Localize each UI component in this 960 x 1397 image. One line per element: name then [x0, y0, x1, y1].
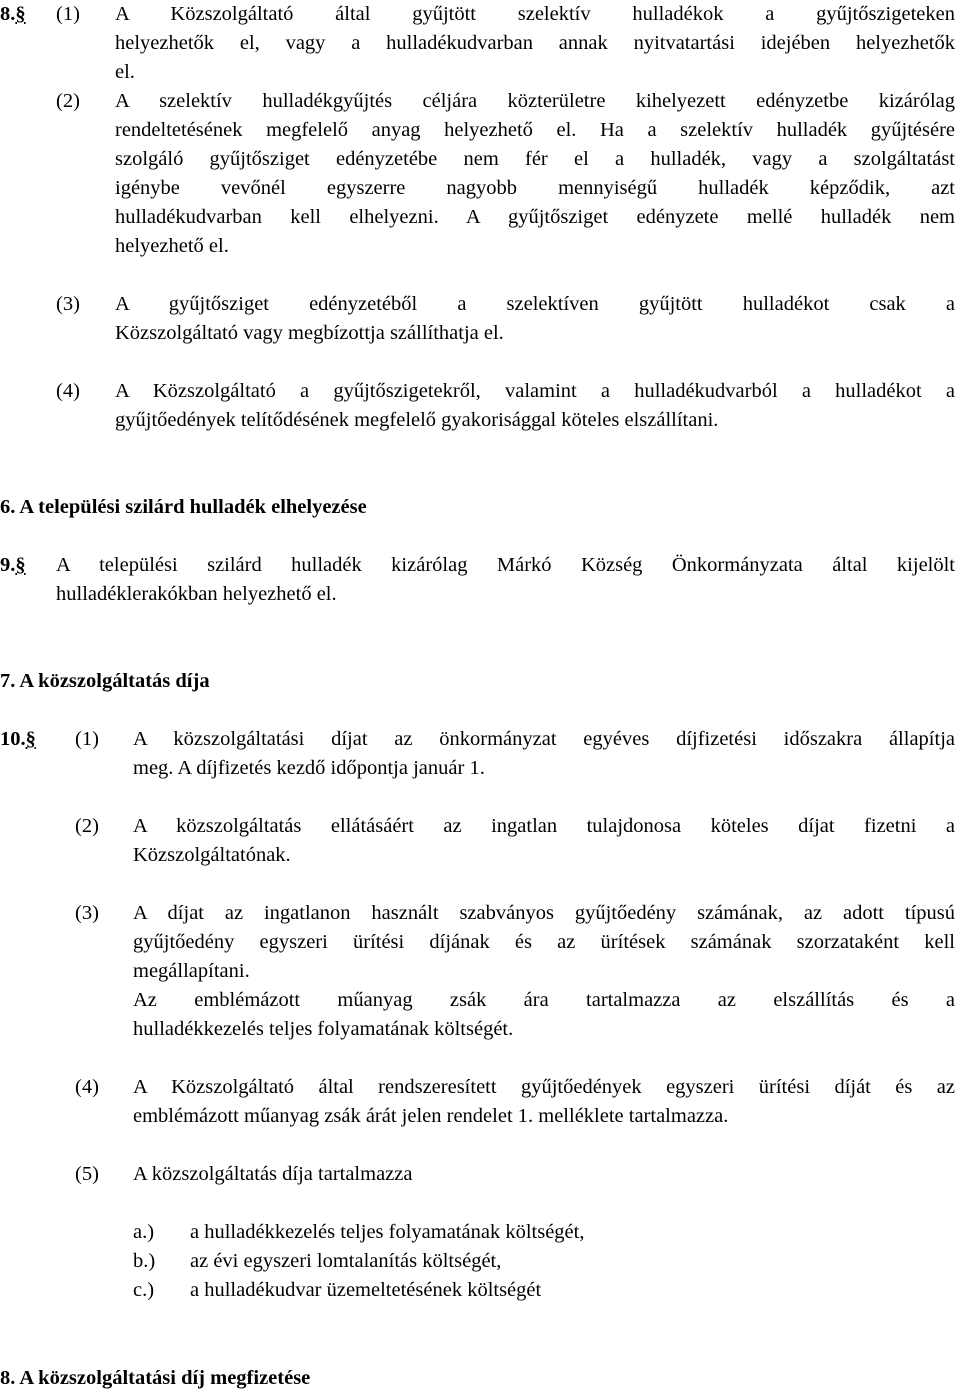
- text-line: A díjat az ingatlanon használt szabványos gyűjtőedény számának, az adott típusú: [133, 902, 955, 924]
- paragraph-number: 9.§: [0, 554, 26, 576]
- item-label: (3): [75, 902, 99, 924]
- item-label: (2): [56, 90, 80, 112]
- paragraph-number: 10.§: [0, 728, 36, 750]
- text-line: Közszolgáltató vagy megbízottja szállíthatja el.: [115, 322, 504, 344]
- text-line: hulladékkezelés teljes folyamatának költségét.: [133, 1018, 514, 1040]
- text-line: igénybe vevőnél egyszerre nagyobb mennyiségű hulladék képződik, azt: [115, 177, 955, 199]
- text-line: helyezhető el.: [115, 235, 229, 257]
- sub-item-label: a.): [133, 1221, 155, 1243]
- paragraph-number: 8.§: [0, 3, 26, 25]
- text-line: A közszolgáltatás díja tartalmazza: [133, 1163, 413, 1185]
- text-line: A gyűjtősziget edényzetéből a szelektíven gyűjtött hulladékot csak a: [115, 293, 955, 315]
- section-heading-8: 8. A közszolgáltatási díj megfizetése: [0, 1367, 311, 1389]
- item-label: (2): [75, 815, 99, 837]
- text-line: el.: [115, 61, 135, 83]
- text-line: A Közszolgáltató a gyűjtőszigetekről, valamint a hulladékudvarból a hulladékot a: [115, 380, 955, 402]
- text-line: gyűjtőedény egyszeri ürítési díjának és az ürítések számának szorzataként kell: [133, 931, 955, 953]
- section-heading-7: 7. A közszolgáltatás díja: [0, 670, 210, 692]
- sub-item-text: a hulladékkezelés teljes folyamatának költségét,: [190, 1221, 585, 1243]
- text-line: megállapítani.: [133, 960, 250, 982]
- section-heading-6: 6. A települési szilárd hulladék elhelyezése: [0, 496, 367, 518]
- sub-item-label: c.): [133, 1279, 155, 1301]
- item-label: (1): [75, 728, 99, 750]
- text-line: A Közszolgáltató által gyűjtött szelektív hulladékok a gyűjtőszigeteken: [115, 3, 955, 25]
- text-line: A közszolgáltatás ellátásáért az ingatlan tulajdonosa köteles díjat fizetni a: [133, 815, 955, 837]
- text-line: A közszolgáltatási díjat az önkormányzat egyéves díjfizetési időszakra állapítja: [133, 728, 955, 750]
- item-label: (4): [56, 380, 80, 402]
- sub-item-text: az évi egyszeri lomtalanítás költségét,: [190, 1250, 502, 1272]
- text-line: szolgáló gyűjtősziget edényzetébe nem fér el a hulladék, vagy a szolgáltatást: [115, 148, 955, 170]
- text-line: A Közszolgáltató által rendszeresített gyűjtőedények egyszeri ürítési díját és az: [133, 1076, 955, 1098]
- sub-item-text: a hulladékudvar üzemeltetésének költségét: [190, 1279, 542, 1301]
- item-label: (3): [56, 293, 80, 315]
- text-line: helyezhetők el, vagy a hulladékudvarban annak nyitvatartási idejében helyezhetők: [115, 32, 955, 54]
- text-line: emblémázott műanyag zsák árát jelen rendelet 1. melléklete tartalmazza.: [133, 1105, 729, 1127]
- text-line: hulladéklerakókban helyezhető el.: [56, 583, 337, 605]
- text-line: hulladékudvarban kell elhelyezni. A gyűjtősziget edényzete mellé hulladék nem: [115, 206, 955, 228]
- item-label: (1): [56, 3, 80, 25]
- text-line: Közszolgáltatónak.: [133, 844, 291, 866]
- text-line: Az emblémázott műanyag zsák ára tartalmazza az elszállítás és a: [133, 989, 955, 1011]
- text-line: gyűjtőedények telítődésének megfelelő gyakorisággal köteles elszállítani.: [115, 409, 719, 431]
- item-label: (5): [75, 1163, 99, 1185]
- text-line: meg. A díjfizetés kezdő időpontja január 1.: [133, 757, 485, 779]
- text-line: A szelektív hulladékgyűjtés céljára közterületre kihelyezett edényzetbe kizárólag: [115, 90, 955, 112]
- item-label: (4): [75, 1076, 99, 1098]
- text-line: rendeltetésének megfelelő anyag helyezhető el. Ha a szelektív hulladék gyűjtésére: [115, 119, 955, 141]
- sub-item-label: b.): [133, 1250, 156, 1272]
- text-line: A települési szilárd hulladék kizárólag Márkó Község Önkormányzata által kijelölt: [56, 554, 955, 576]
